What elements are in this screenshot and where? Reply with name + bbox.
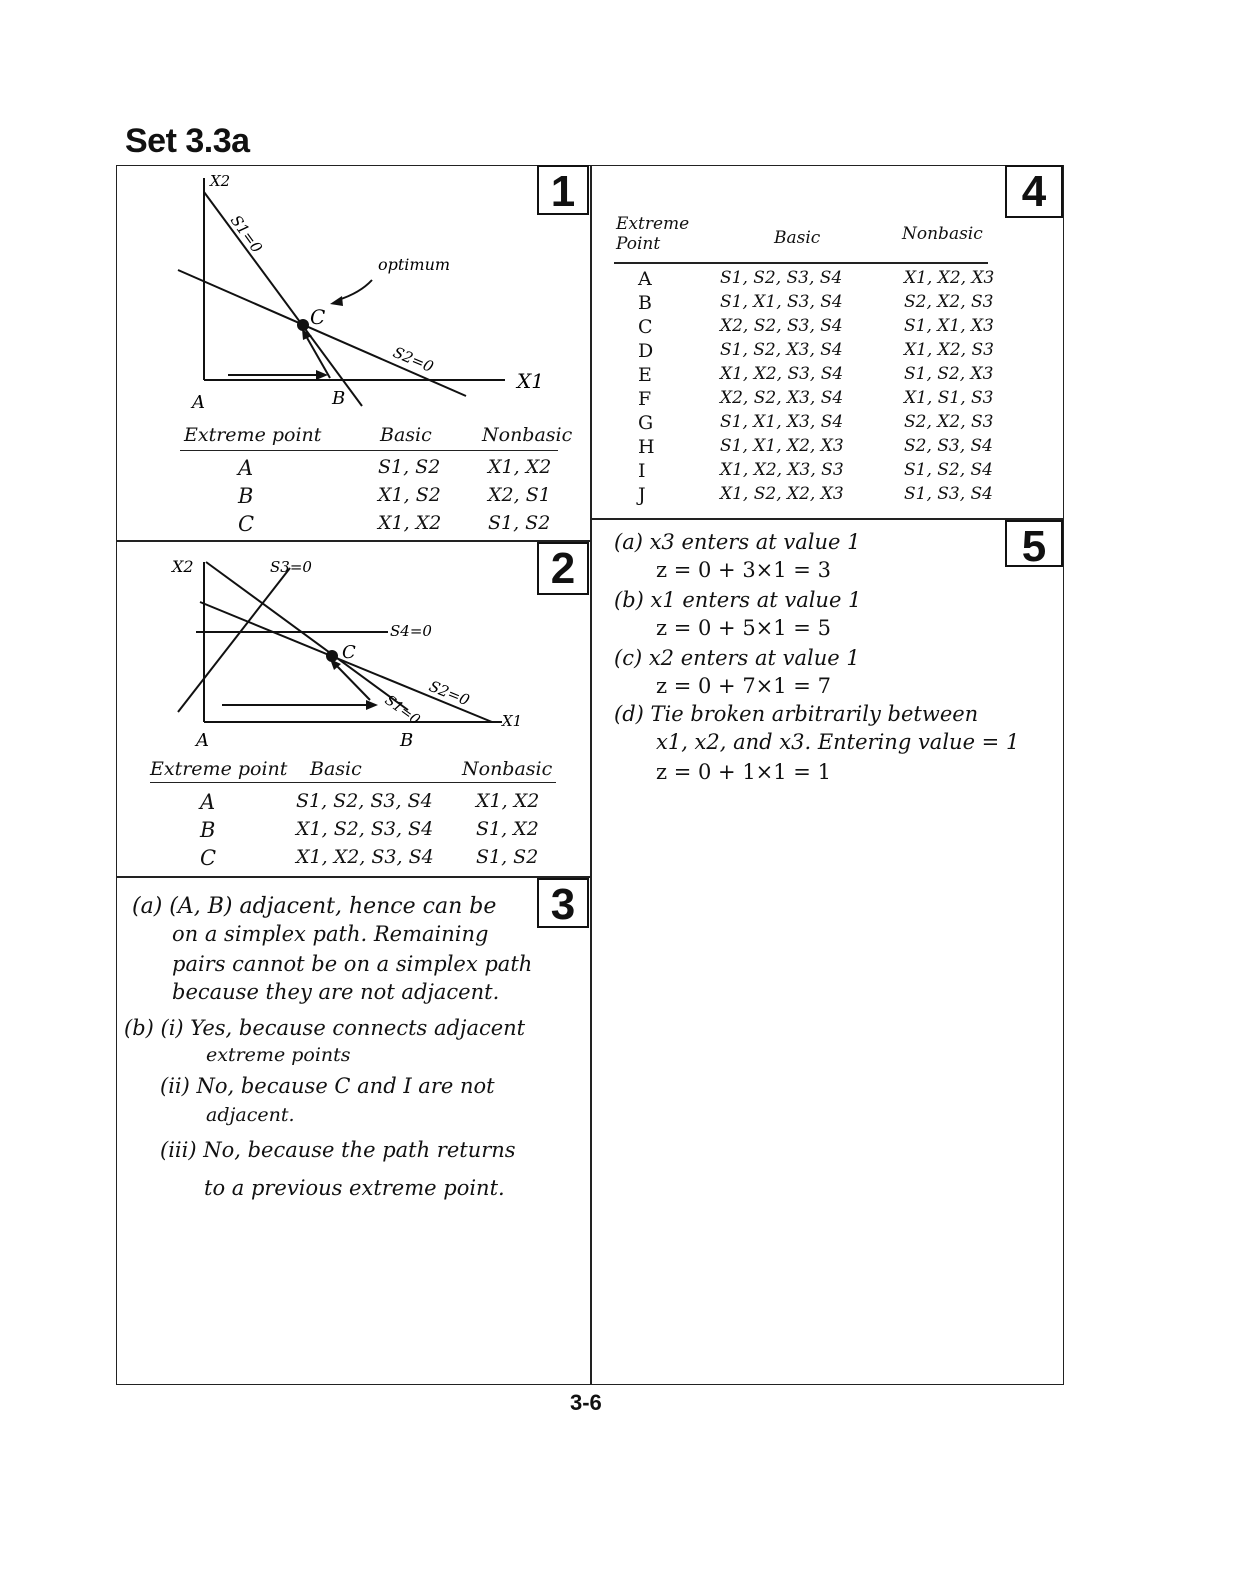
p4-cell-nonbasic: S1, X1, X3 bbox=[904, 316, 994, 336]
p1-cell-point: A bbox=[238, 456, 254, 480]
p4-cell-point: G bbox=[638, 412, 654, 434]
p1-cell-nonbasic: X2, S1 bbox=[488, 484, 551, 506]
p4-table-header bbox=[614, 212, 988, 264]
p1-cell-nonbasic: S1, S2 bbox=[488, 512, 551, 534]
p2-constraint-s3: S3=0 bbox=[270, 558, 312, 576]
p2-constraint-s4: S4=0 bbox=[390, 622, 432, 640]
p4-cell-point: C bbox=[638, 316, 653, 338]
p2-point-b: B bbox=[400, 730, 414, 751]
problem-number-2: 2 bbox=[537, 542, 589, 595]
p1-header-basic: Basic bbox=[380, 424, 432, 446]
p4-cell-nonbasic: S2, X2, S3 bbox=[904, 292, 994, 312]
p2-table bbox=[150, 758, 570, 874]
p3-line: (ii) No, because C and I are not bbox=[160, 1074, 495, 1098]
p2-point-c: C bbox=[342, 642, 356, 663]
p2-cell-nonbasic: X1, X2 bbox=[476, 790, 540, 812]
problem-number-4: 4 bbox=[1005, 165, 1063, 218]
p4-cell-point: H bbox=[638, 436, 655, 458]
p1-optimum-label: optimum bbox=[378, 255, 451, 274]
p3-line: extreme points bbox=[206, 1044, 351, 1066]
p4-cell-point: D bbox=[638, 340, 654, 362]
p3-line: to a previous extreme point. bbox=[204, 1176, 505, 1200]
p2-point-a: A bbox=[196, 730, 209, 751]
p1-cell-basic: S1, S2 bbox=[378, 456, 441, 478]
p4-header-nonbasic: Nonbasic bbox=[902, 224, 983, 244]
p4-cell-basic: X1, X2, X3, S3 bbox=[720, 460, 844, 480]
p4-header-extreme: Extreme Point bbox=[616, 214, 690, 254]
p3-line: because they are not adjacent. bbox=[172, 980, 500, 1004]
p4-cell-nonbasic: S2, X2, S3 bbox=[904, 412, 994, 432]
p4-cell-nonbasic: S1, S2, X3 bbox=[904, 364, 994, 384]
p4-cell-basic: X2, S2, X3, S4 bbox=[720, 388, 844, 408]
p1-table-header bbox=[180, 424, 573, 451]
p1-axis-x1: X1 bbox=[517, 369, 544, 393]
p5-line: (b) x1 enters at value 1 bbox=[614, 588, 862, 612]
p3-line: (b) (i) Yes, because connects adjacent bbox=[124, 1016, 526, 1040]
p4-cell-basic: S1, X1, X2, X3 bbox=[720, 436, 844, 456]
p2-table-header bbox=[150, 758, 556, 783]
p4-cell-nonbasic: X1, X2, X3 bbox=[904, 268, 995, 288]
p5-line: (c) x2 enters at value 1 bbox=[614, 646, 860, 670]
p4-cell-point: I bbox=[638, 460, 646, 482]
p1-constraint-s1: S1=0 bbox=[226, 211, 266, 257]
p1-cell-point: C bbox=[238, 512, 255, 536]
p1-cell-basic: X1, X2 bbox=[378, 512, 442, 534]
p2-cell-basic: X1, S2, S3, S4 bbox=[296, 818, 434, 840]
p4-cell-nonbasic: S1, S3, S4 bbox=[904, 484, 994, 504]
p3-line: adjacent. bbox=[206, 1104, 295, 1126]
p1-point-c: C bbox=[310, 305, 326, 329]
p2-cell-nonbasic: S1, X2 bbox=[476, 818, 539, 840]
p5-line: (a) x3 enters at value 1 bbox=[614, 530, 861, 554]
column-divider bbox=[590, 165, 592, 1385]
p1-header-nonbasic: Nonbasic bbox=[482, 424, 573, 446]
p5-line: (d) Tie broken arbitrarily between bbox=[614, 702, 979, 726]
p1-point-a: A bbox=[192, 392, 205, 413]
p2-header-nonbasic: Nonbasic bbox=[462, 758, 553, 780]
p4-cell-point: B bbox=[638, 292, 652, 314]
p3-line: pairs cannot be on a simplex path bbox=[172, 952, 533, 976]
p1-cell-nonbasic: X1, X2 bbox=[488, 456, 552, 478]
page-number: 3-6 bbox=[570, 1390, 602, 1415]
p2-axis-x1: X1 bbox=[502, 712, 523, 730]
problem-number-5: 5 bbox=[1005, 520, 1063, 567]
p3-line: (iii) No, because the path returns bbox=[160, 1138, 516, 1162]
p4-cell-basic: X1, X2, S3, S4 bbox=[720, 364, 844, 384]
p5-line: z = 0 + 3×1 = 3 bbox=[656, 558, 831, 582]
p4-cell-basic: S1, S2, X3, S4 bbox=[720, 340, 843, 360]
p1-axis-x2: X2 bbox=[210, 172, 231, 190]
p1-constraint-s2: S2=0 bbox=[390, 343, 437, 377]
p4-cell-point: F bbox=[638, 388, 652, 410]
p1-cell-point: B bbox=[238, 484, 254, 508]
p4-table bbox=[614, 212, 1004, 512]
p2-constraint-s1: S1=0 bbox=[381, 692, 423, 729]
p4-cell-nonbasic: S2, S3, S4 bbox=[904, 436, 994, 456]
p4-cell-nonbasic: X1, S1, S3 bbox=[904, 388, 994, 408]
p2-header-extreme: Extreme point bbox=[150, 758, 288, 780]
p2-header-basic: Basic bbox=[310, 758, 362, 780]
p1-header-extreme: Extreme point bbox=[184, 424, 322, 446]
p2-graph bbox=[160, 550, 535, 755]
p1-cell-basic: X1, S2 bbox=[378, 484, 441, 506]
p4-cell-basic: S1, S2, S3, S4 bbox=[720, 268, 843, 288]
p2-axis-x2: X2 bbox=[172, 557, 194, 576]
p4-cell-basic: S1, X1, S3, S4 bbox=[720, 292, 843, 312]
p2-cell-nonbasic: S1, S2 bbox=[476, 846, 539, 868]
p4-cell-point: A bbox=[638, 268, 652, 290]
p5-line: z = 0 + 7×1 = 7 bbox=[656, 674, 831, 698]
divider-p4-p5 bbox=[590, 518, 1064, 520]
p3-line: (a) (A, B) adjacent, hence can be bbox=[132, 894, 497, 919]
p2-cell-basic: X1, X2, S3, S4 bbox=[296, 846, 434, 868]
p1-table bbox=[180, 424, 573, 544]
divider-p2-p3 bbox=[116, 876, 591, 878]
problem-number-1: 1 bbox=[537, 165, 589, 215]
p4-cell-basic: X1, S2, X2, X3 bbox=[720, 484, 844, 504]
p5-line: z = 0 + 5×1 = 5 bbox=[656, 616, 831, 640]
p5-line: x1, x2, and x3. Entering value = 1 bbox=[656, 730, 1020, 754]
p4-cell-point: J bbox=[638, 484, 646, 506]
p4-cell-nonbasic: X1, X2, S3 bbox=[904, 340, 994, 360]
p2-cell-point: C bbox=[200, 846, 217, 870]
p5-line: z = 0 + 1×1 = 1 bbox=[656, 760, 831, 784]
page-title: Set 3.3a bbox=[125, 122, 250, 160]
p4-cell-nonbasic: S1, S2, S4 bbox=[904, 460, 994, 480]
p4-header-basic: Basic bbox=[774, 228, 821, 248]
p4-cell-basic: X2, S2, S3, S4 bbox=[720, 316, 843, 336]
p2-cell-point: B bbox=[200, 818, 216, 842]
p2-cell-basic: S1, S2, S3, S4 bbox=[296, 790, 433, 812]
p2-cell-point: A bbox=[200, 790, 216, 814]
p3-line: on a simplex path. Remaining bbox=[172, 922, 489, 946]
p4-cell-point: E bbox=[638, 364, 652, 386]
problem-number-3: 3 bbox=[537, 878, 589, 928]
p2-constraint-s2: S2=0 bbox=[426, 677, 473, 710]
p1-graph bbox=[160, 168, 544, 418]
p1-point-b: B bbox=[332, 388, 346, 409]
p4-cell-basic: S1, X1, X3, S4 bbox=[720, 412, 844, 432]
